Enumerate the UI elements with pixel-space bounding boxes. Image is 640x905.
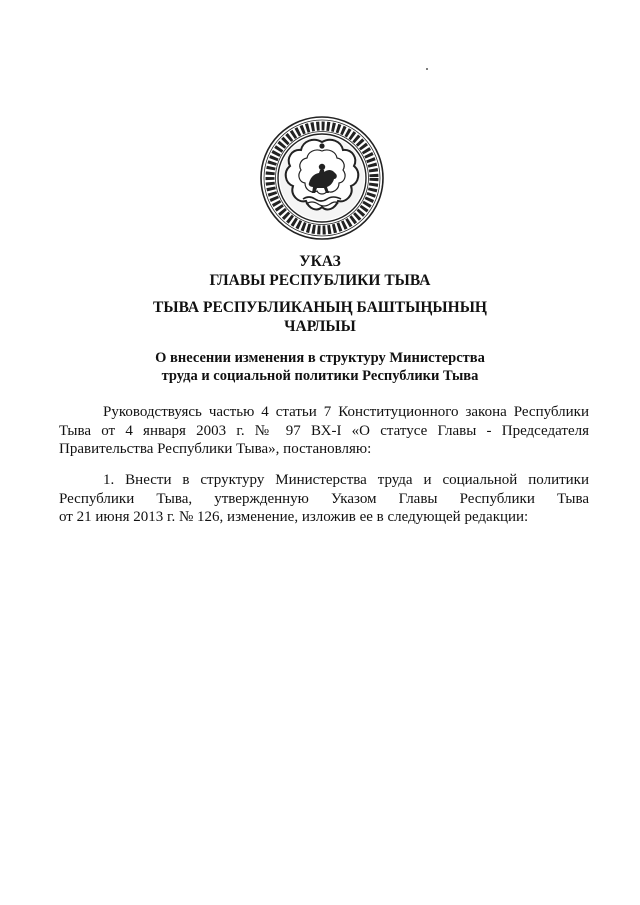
- clause-1-line-1: 1. Внести в структуру Министерства труда и социальной политики: [103, 472, 589, 488]
- decree-subject: [0, 349, 640, 385]
- decree-title: [0, 252, 640, 290]
- subject-line-2: труда и социальной политики Республики Тыва: [161, 368, 479, 384]
- tuvan-title: [0, 298, 640, 336]
- tuvan-title-line-2: ЧАРЛЫЫ: [284, 318, 356, 335]
- preamble-paragraph: [59, 403, 589, 459]
- preamble-line-1: Руководствуясь частью 4 статьи 7 Конституционного закона Республики: [103, 404, 589, 420]
- clause-1-line-2: Республики Тыва, утвержденную Указом Главы Республики Тыва: [59, 490, 589, 507]
- preamble-line-3: Правительства Республики Тыва», постановляю:: [59, 441, 372, 457]
- decree-issuer: ГЛАВЫ РЕСПУБЛИКИ ТЫВА: [209, 272, 431, 289]
- preamble-line-2: Тыва от 4 января 2003 г. № 97 ВХ-I «О статусе Главы - Председателя: [59, 422, 589, 439]
- tuvan-title-line-1: ТЫВА РЕСПУБЛИКАНЫҢ БАШТЫҢЫНЫҢ: [153, 299, 487, 316]
- tuva-coat-of-arms-icon: [259, 115, 385, 241]
- clause-1-line-3: от 21 июня 2013 г. № 126, изменение, изложив ее в следующей редакции:: [59, 509, 529, 525]
- subject-line-1: О внесении изменения в структуру Министерства: [155, 350, 485, 366]
- decree-heading: УКАЗ: [299, 253, 341, 270]
- scan-speck: [426, 68, 428, 70]
- clause-1-paragraph: [59, 471, 589, 527]
